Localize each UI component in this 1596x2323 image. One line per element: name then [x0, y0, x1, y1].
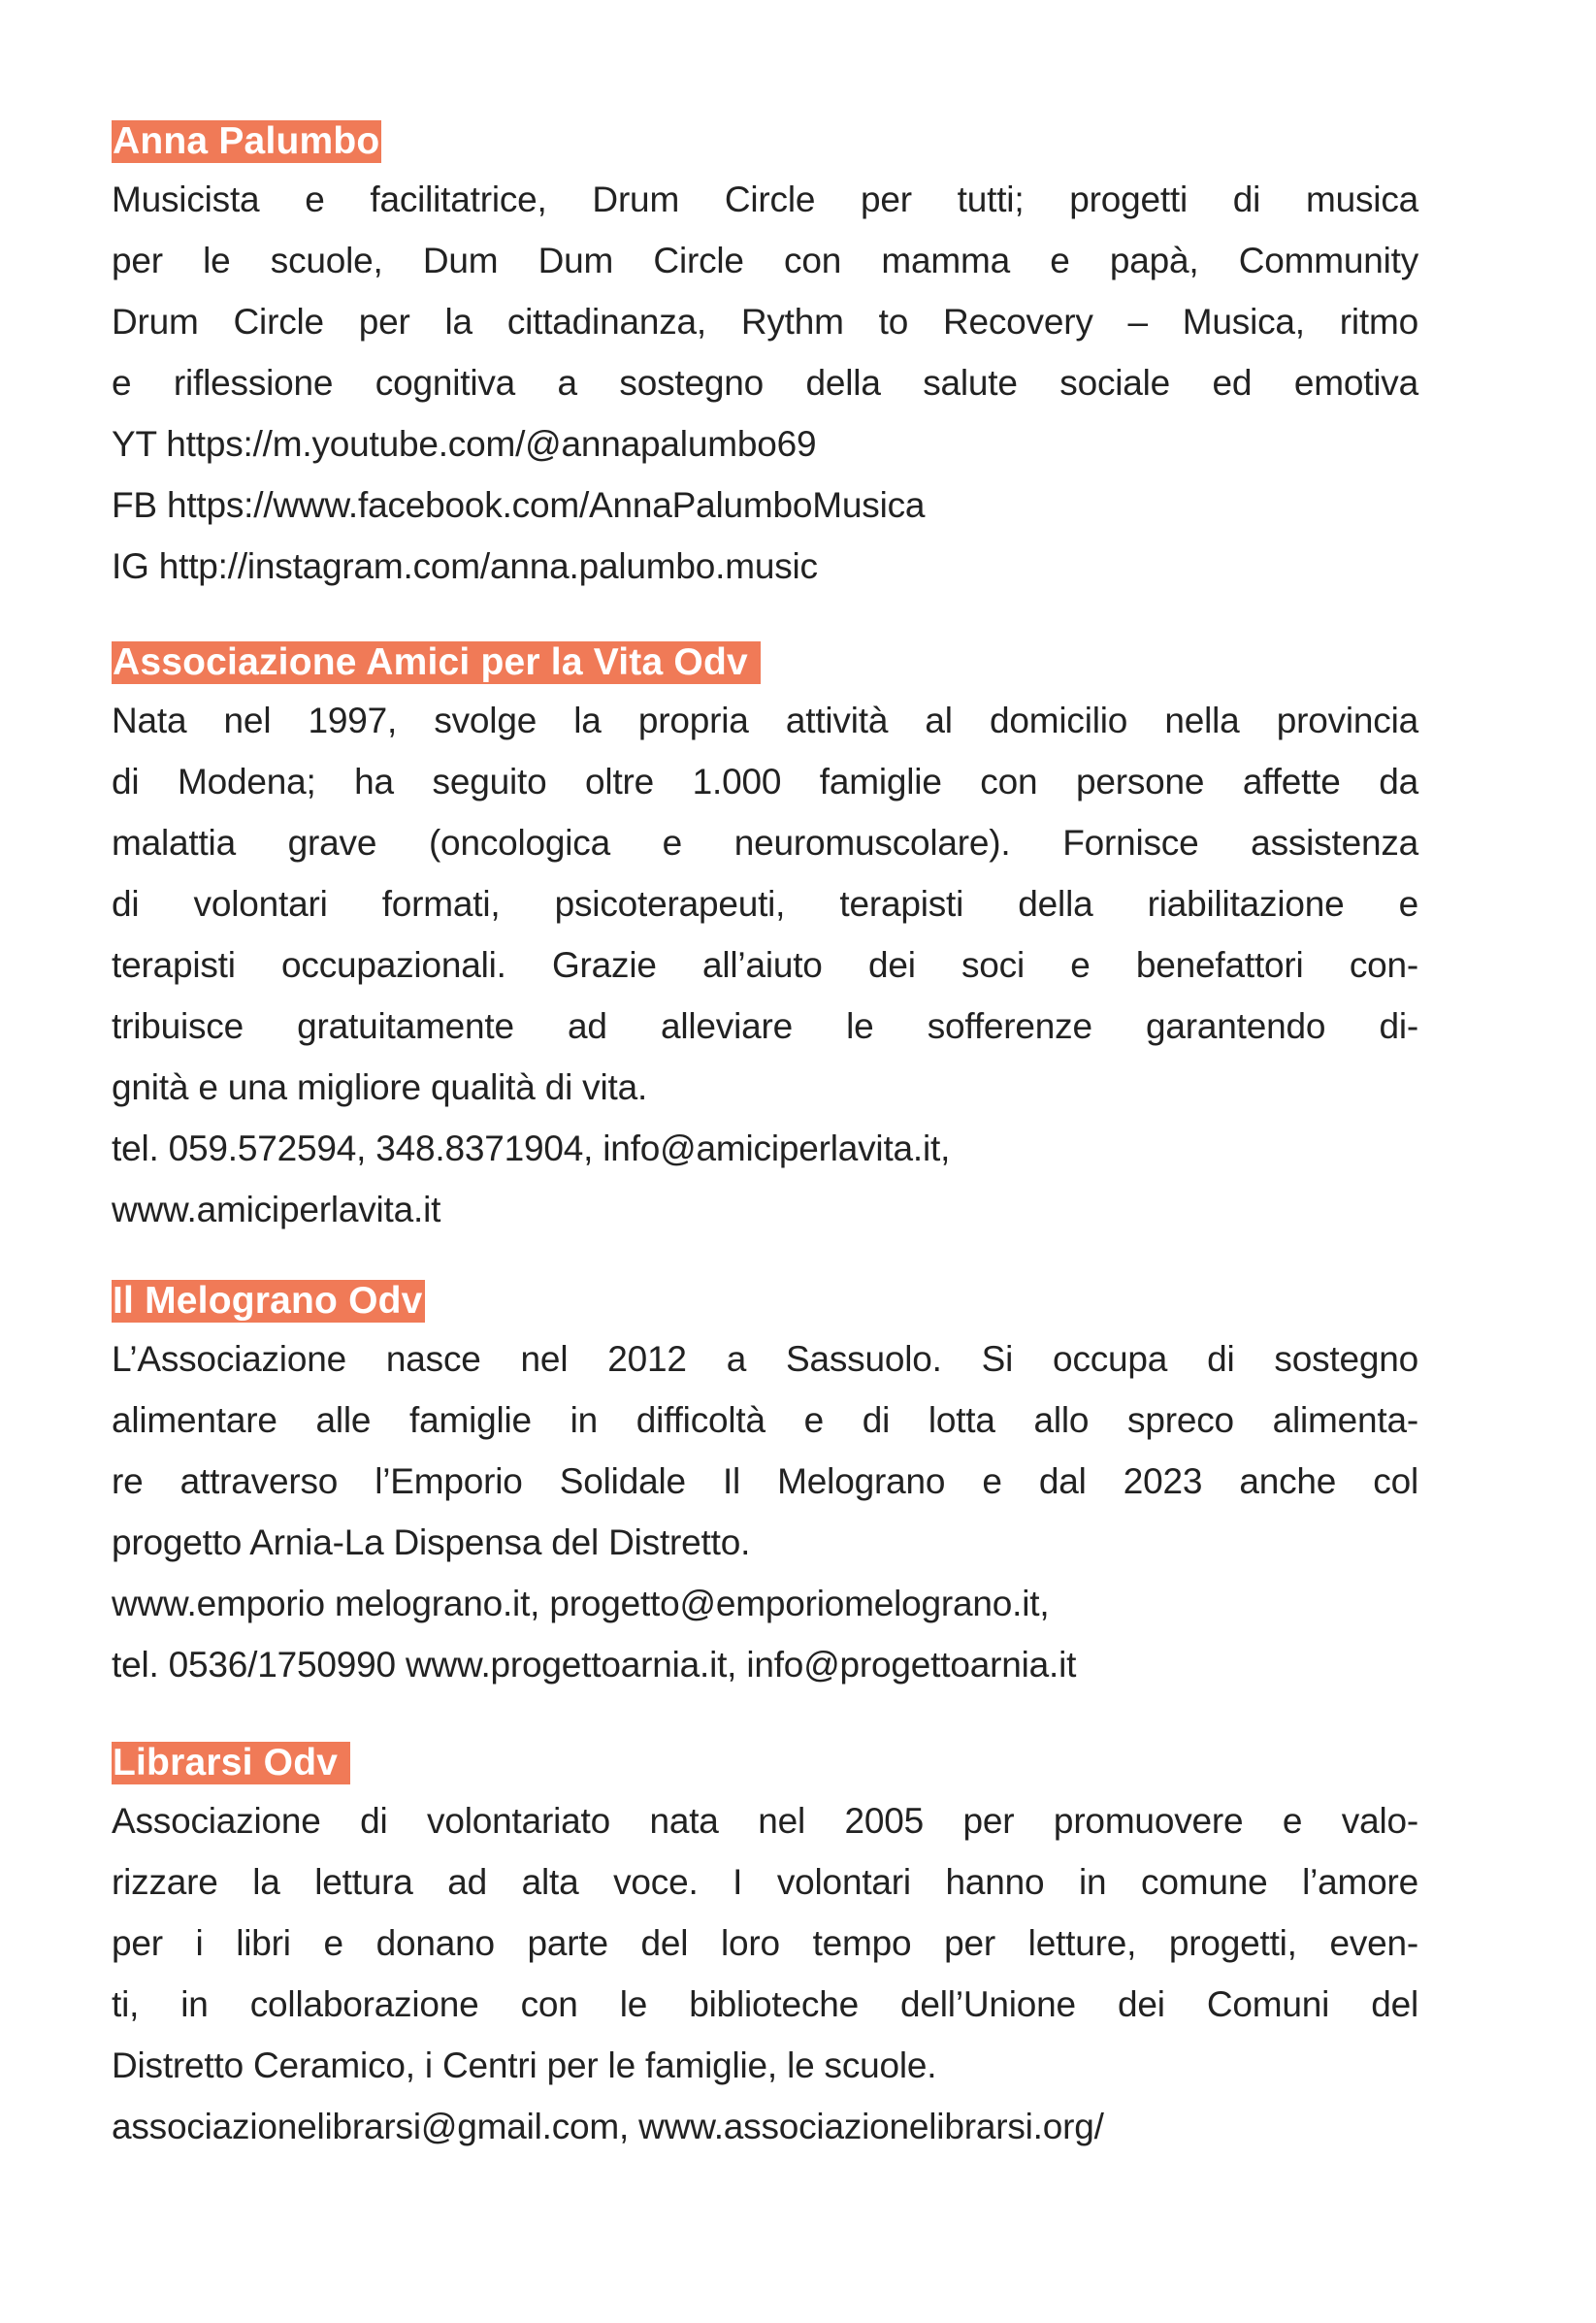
section-description: [112, 169, 1418, 597]
description-line: Drum Circle per la cittadinanza, Rythm to Recovery – Musica, ritmo: [112, 302, 1418, 342]
contact-info[interactable]: tel. 0536/1750990 www.progettoarnia.it, info@progettoarnia.it: [112, 1645, 1077, 1685]
description-line: Nata nel 1997, svolge la propria attività al domicilio nella provincia: [112, 701, 1418, 740]
instagram-link[interactable]: IG http://instagram.com/anna.palumbo.music: [112, 546, 818, 586]
description-line: rizzare la lettura ad alta voce. I volontari hanno in comune l’amore: [112, 1862, 1418, 1902]
description-line: L’Associazione nasce nel 2012 a Sassuolo. Si occupa di sostegno: [112, 1339, 1418, 1379]
description-line: ti, in collaborazione con le biblioteche dell’Unione dei Comuni del: [112, 1984, 1418, 2024]
description-line: re attraverso l’Emporio Solidale Il Melograno e dal 2023 anche col: [112, 1461, 1418, 1501]
youtube-link[interactable]: YT https://m.youtube.com/@annapalumbo69: [112, 424, 817, 464]
description-line: e riflessione cognitiva a sostegno della salute sociale ed emotiva: [112, 363, 1418, 403]
section-anna-palumbo: [112, 120, 1418, 597]
description-line: gnità e una migliore qualità di vita.: [112, 1067, 648, 1107]
contact-info[interactable]: associazionelibrarsi@gmail.com, www.associazionelibrarsi.org/: [112, 2107, 1104, 2146]
description-line: Associazione di volontariato nata nel 2005 per promuovere e valo-: [112, 1801, 1418, 1841]
website-link[interactable]: www.amiciperlavita.it: [112, 1190, 441, 1229]
section-title: Anna Palumbo: [113, 120, 380, 162]
description-line: Musicista e facilitatrice, Drum Circle per tutti; progetti di musica: [112, 180, 1418, 219]
section-il-melograno: [112, 1280, 1418, 1695]
contact-info[interactable]: tel. 059.572594, 348.8371904, info@amiciperlavita.it,: [112, 1129, 951, 1168]
facebook-link[interactable]: FB https://www.facebook.com/AnnaPalumboMusica: [112, 485, 926, 525]
section-librarsi: [112, 1742, 1418, 2157]
description-line: di Modena; ha seguito oltre 1.000 famiglie con persone affette da: [112, 762, 1418, 802]
section-amici-per-la-vita: [112, 641, 1418, 1240]
section-description: [112, 1790, 1418, 2157]
description-line: tribuisce gratuitamente ad alleviare le sofferenze garantendo di-: [112, 1006, 1418, 1046]
contact-info[interactable]: www.emporio melograno.it, progetto@emporiomelograno.it,: [112, 1584, 1050, 1623]
description-line: progetto Arnia-La Dispensa del Distretto.: [112, 1522, 751, 1562]
section-title: Librarsi Odv: [113, 1742, 349, 1783]
section-title: Associazione Amici per la Vita Odv: [113, 641, 759, 683]
description-line: alimentare alle famiglie in difficoltà e di lotta allo spreco alimenta-: [112, 1400, 1418, 1440]
description-line: terapisti occupazionali. Grazie all’aiuto dei soci e benefattori con-: [112, 945, 1418, 985]
description-line: malattia grave (oncologica e neuromuscolare). Fornisce assistenza: [112, 823, 1418, 863]
section-title: Il Melograno Odv: [113, 1280, 423, 1322]
description-line: per i libri e donano parte del loro tempo per letture, progetti, even-: [112, 1923, 1418, 1963]
description-line: di volontari formati, psicoterapeuti, terapisti della riabilitazione e: [112, 884, 1418, 924]
description-line: Distretto Ceramico, i Centri per le famiglie, le scuole.: [112, 2045, 937, 2085]
section-description: [112, 690, 1418, 1240]
description-line: per le scuole, Dum Dum Circle con mamma e papà, Community: [112, 241, 1418, 280]
section-description: [112, 1328, 1418, 1695]
